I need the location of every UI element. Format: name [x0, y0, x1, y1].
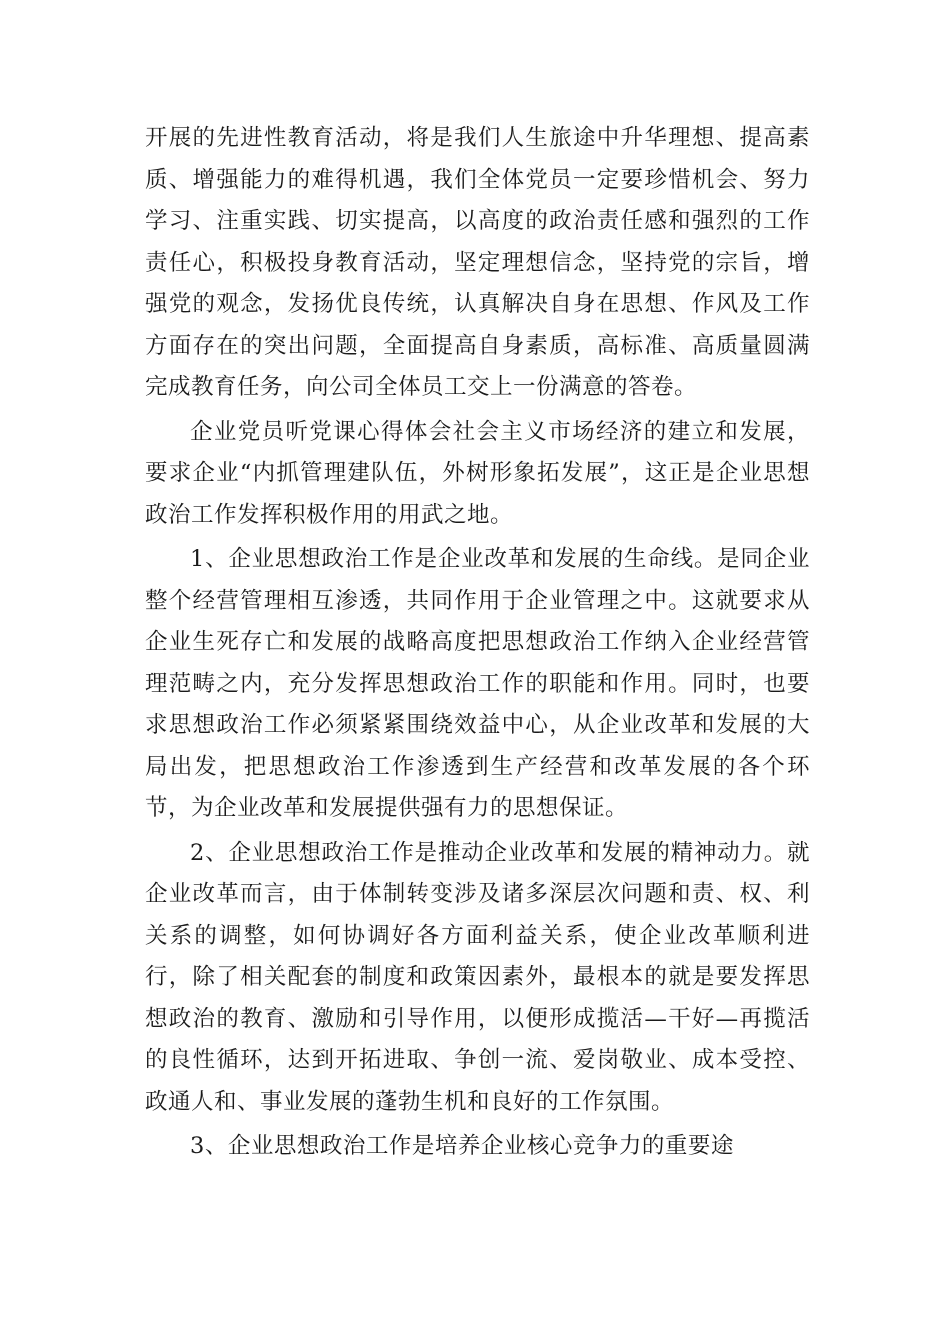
paragraph-point-2: 2、企业思想政治工作是推动企业改革和发展的精神动力。就企业改革而言，由于体制转变涉及诸多深层次问题和责、权、利关系的调整，如何协调好各方面利益关系，使企业改革顺利进行，除了相关配套的制度和政策因素外，最根本的就是要发挥思想政治的教育、激励和引导作用，以便形成揽活—干好—再揽活的良性循环，达到开拓进取、争创一流、爱岗敬业、成本受控、政通人和、事业发展的蓬勃生机和良好的工作氛围。	[145, 839, 810, 1115]
paragraph-point-3: 3、企业思想政治工作是培养企业核心竞争力的重要途	[190, 1133, 734, 1159]
paragraph-point-1: 1、企业思想政治工作是企业改革和发展的生命线。是同企业整个经营管理相互渗透，共同作用于企业管理之中。这就要求从企业生死存亡和发展的战略高度把思想政治工作纳入企业经营管理范畴之内，充分发挥思想政治工作的职能和作用。同时，也要求思想政治工作必须紧紧围绕效益中心，从企业改革和发展的大局出发，把思想政治工作渗透到生产经营和改革发展的各个环节，为企业改革和发展提供强有力的思想保证。	[145, 546, 810, 821]
document-body	[145, 118, 810, 1168]
paragraph-party-lesson: 企业党员听党课心得体会社会主义市场经济的建立和发展，要求企业“内抓管理建队伍，外树形象拓发展”，这正是企业思想政治工作发挥积极作用的用武之地。	[145, 418, 810, 528]
paragraph-continuation: 开展的先进性教育活动，将是我们人生旅途中升华理想、提高素质、增强能力的难得机遇，我们全体党员一定要珍惜机会、努力学习、注重实践、切实提高，以高度的政治责任感和强烈的工作责任心，积极投身教育活动，坚定理想信念，坚持党的宗旨，增强党的观念，发扬优良传统，认真解决自身在思想、作风及工作方面存在的突出问题，全面提高自身素质，高标准、高质量圆满完成教育任务，向公司全体员工交上一份满意的答卷。	[145, 125, 810, 400]
